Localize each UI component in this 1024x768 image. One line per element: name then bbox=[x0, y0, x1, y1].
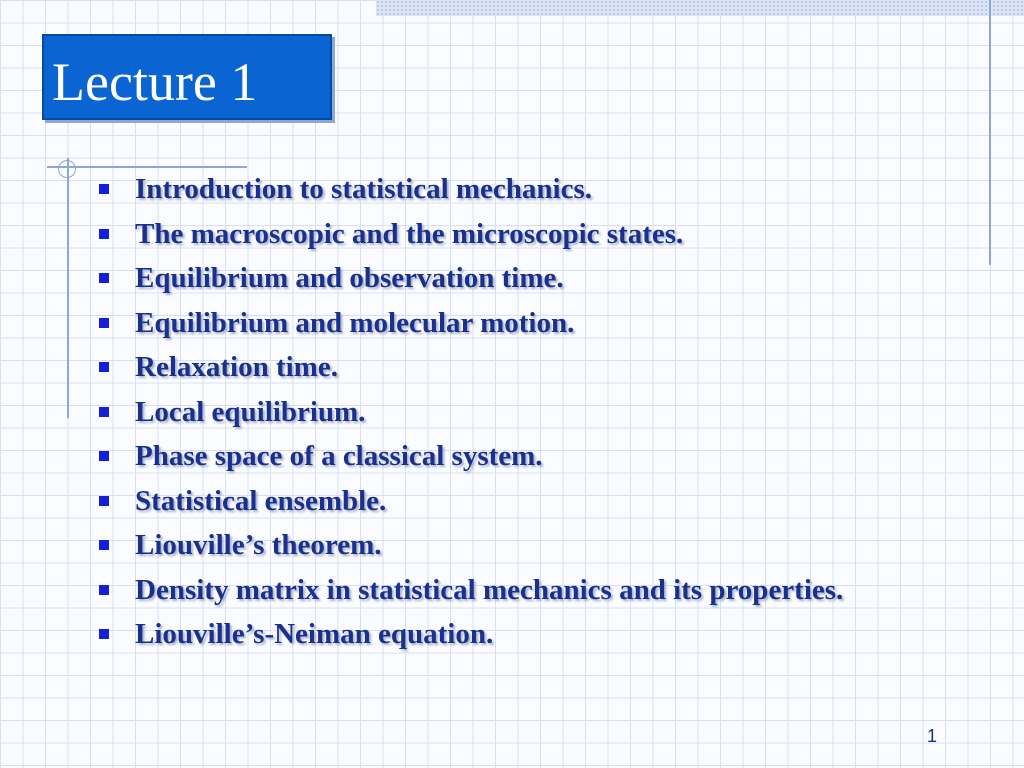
bullet-text: Liouville’s-Neiman equation. bbox=[135, 618, 494, 650]
bullet-text: Introduction to statistical mechanics. bbox=[135, 173, 593, 205]
decorative-circle-icon bbox=[58, 160, 76, 178]
bullet-text: Relaxation time. bbox=[135, 351, 338, 383]
page-number: 1 bbox=[926, 726, 937, 746]
bullet-text: Statistical ensemble. bbox=[135, 484, 387, 517]
square-bullet-icon bbox=[99, 229, 109, 239]
square-bullet-icon bbox=[99, 273, 109, 283]
bullet-item bbox=[96, 172, 946, 207]
bullet-text: Phase space of a classical system. bbox=[135, 440, 543, 472]
square-bullet-icon bbox=[99, 629, 109, 639]
bullet-item bbox=[96, 217, 946, 252]
bullet-item bbox=[96, 573, 946, 608]
bullet-item bbox=[96, 439, 946, 474]
square-bullet-icon bbox=[99, 362, 109, 372]
square-bullet-icon bbox=[99, 407, 109, 417]
bullet-item bbox=[96, 350, 946, 385]
square-bullet-icon bbox=[99, 496, 109, 506]
bullet-item bbox=[96, 306, 946, 341]
bullet-item bbox=[96, 261, 946, 296]
right-decorative-rule bbox=[989, 0, 991, 265]
bullet-text: Density matrix in statistical mechanics and its properties. bbox=[135, 573, 844, 606]
bullet-item bbox=[96, 617, 946, 652]
square-bullet-icon bbox=[99, 451, 109, 461]
decorative-vertical-line bbox=[67, 158, 69, 418]
decorative-horizontal-line bbox=[47, 166, 247, 168]
top-decorative-band bbox=[376, 0, 1024, 16]
bullet-text: Equilibrium and molecular motion. bbox=[135, 306, 575, 339]
bullet-text: Liouville’s theorem. bbox=[135, 529, 382, 561]
bullet-text: The macroscopic and the microscopic states. bbox=[135, 217, 684, 250]
square-bullet-icon bbox=[99, 184, 109, 194]
square-bullet-icon bbox=[99, 318, 109, 328]
square-bullet-icon bbox=[99, 585, 109, 595]
square-bullet-icon bbox=[99, 540, 109, 550]
bullet-text: Equilibrium and observation time. bbox=[135, 262, 564, 294]
bullet-item bbox=[96, 484, 946, 519]
bullet-item bbox=[96, 528, 946, 563]
bullet-item bbox=[96, 395, 946, 430]
bullet-list bbox=[96, 172, 946, 662]
slide-title: Lecture 1 bbox=[52, 52, 258, 112]
bullet-text: Local equilibrium. bbox=[135, 395, 366, 428]
